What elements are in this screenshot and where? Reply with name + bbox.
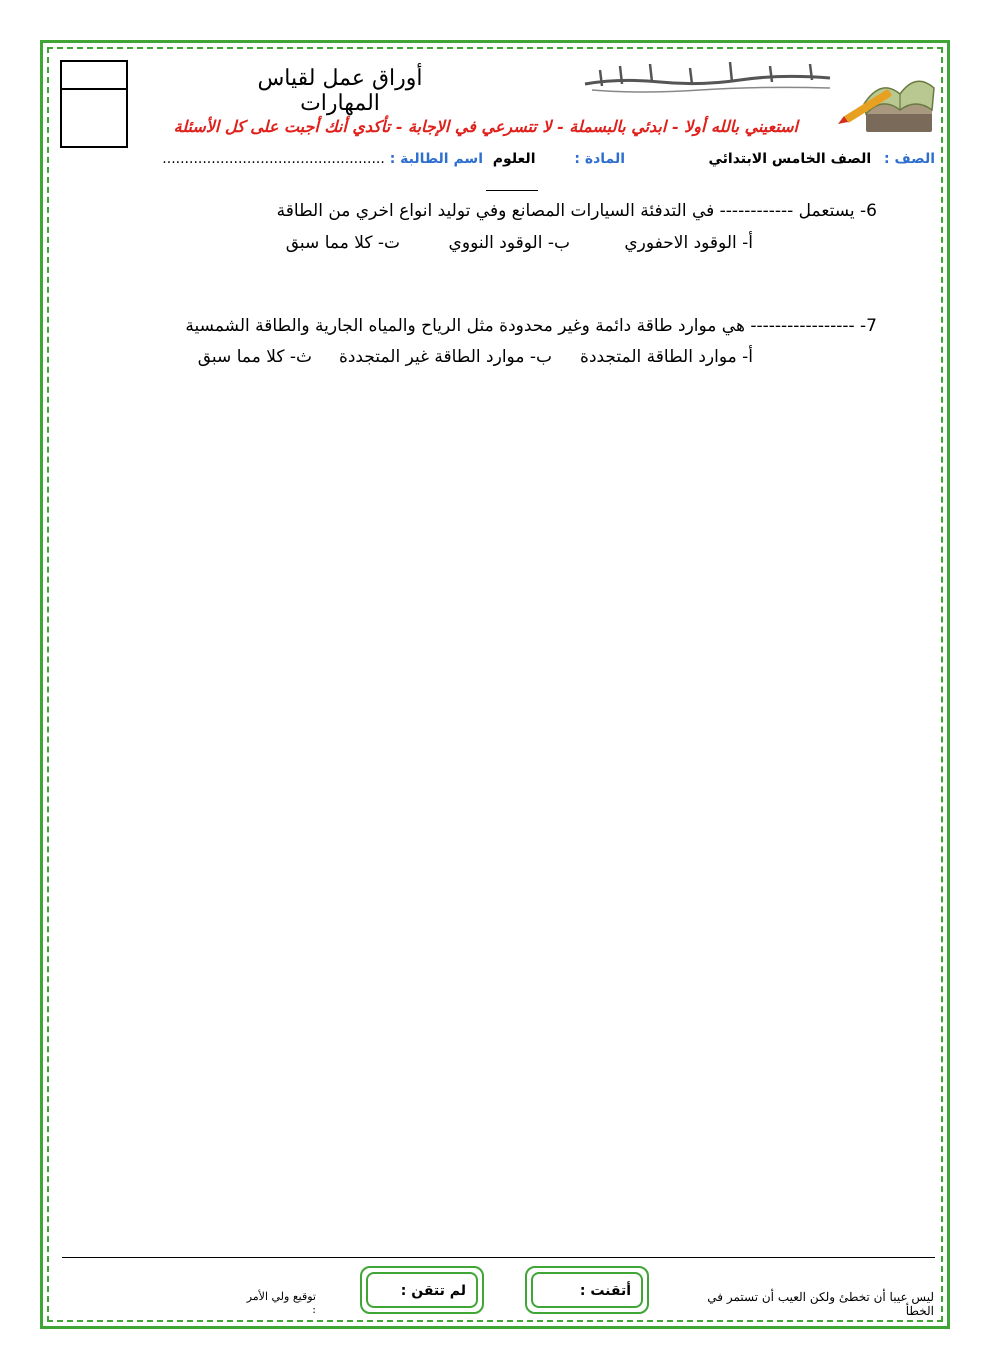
subject-label: المادة : — [574, 151, 625, 167]
grade-field — [708, 151, 935, 167]
student-name-value[interactable]: .................................................. — [162, 151, 385, 167]
subject-value: العلوم — [492, 151, 536, 167]
not-mastered-box[interactable] — [360, 1266, 484, 1314]
question-7-body: ----------------- هي موارد طاقة دائمة وغير محدودة مثل الرياح والمياه الجارية والطاقة الشمسية — [185, 316, 855, 336]
question-6-number: 6- — [860, 201, 877, 221]
mastered-label: أتقنت : — [531, 1272, 643, 1308]
question-7-number: 7- — [860, 316, 877, 336]
question-7-option-c[interactable]: ث- كلا مما سبق — [197, 347, 312, 367]
worksheet-title: أوراق عمل لقياس المهارات — [257, 66, 423, 116]
question-6-option-a[interactable]: أ- الوقود الاحفوري — [624, 233, 753, 253]
separator-rule — [486, 190, 538, 191]
question-6-option-c[interactable]: ت- كلا مما سبق — [285, 233, 400, 253]
score-box — [60, 60, 128, 148]
footer-note: ليس عيبا أن تخطئ ولكن العيب أن تستمر في الخطأ — [707, 1290, 934, 1318]
student-name-label: اسم الطالبة : — [389, 151, 483, 167]
parent-signature-label: توقيع ولي الأمر : — [246, 1290, 316, 1316]
not-mastered-label: لم تتقن : — [366, 1272, 478, 1308]
grade-value: الصف الخامس الابتدائي — [708, 151, 872, 167]
question-7-text — [185, 316, 877, 336]
instructions-text: استعيني بالله أولا - ابدئي بالبسملة - لا تتسرعي في الإجابة - تأكدي أنك أجبت على كل الأسئلة — [173, 117, 798, 136]
question-6-text — [277, 201, 877, 221]
student-name-field[interactable] — [162, 151, 483, 167]
footer-rule — [62, 1257, 935, 1258]
book-pencil-icon — [836, 58, 936, 140]
score-box-divider — [62, 88, 126, 90]
question-6-body: يستعمل ------------ في التدفئة السيارات المصانع وفي توليد انواع اخري من الطاقة — [276, 201, 855, 221]
subject-field — [493, 151, 625, 167]
question-7-option-b[interactable]: ب- موارد الطاقة غير المتجددة — [338, 347, 552, 367]
mastered-box[interactable] — [525, 1266, 649, 1314]
question-6-option-b[interactable]: ب- الوقود النووي — [448, 233, 570, 253]
basmala-calligraphy — [580, 56, 845, 96]
grade-label: الصف : — [884, 151, 935, 167]
question-7-option-a[interactable]: أ- موارد الطاقة المتجددة — [580, 347, 753, 367]
